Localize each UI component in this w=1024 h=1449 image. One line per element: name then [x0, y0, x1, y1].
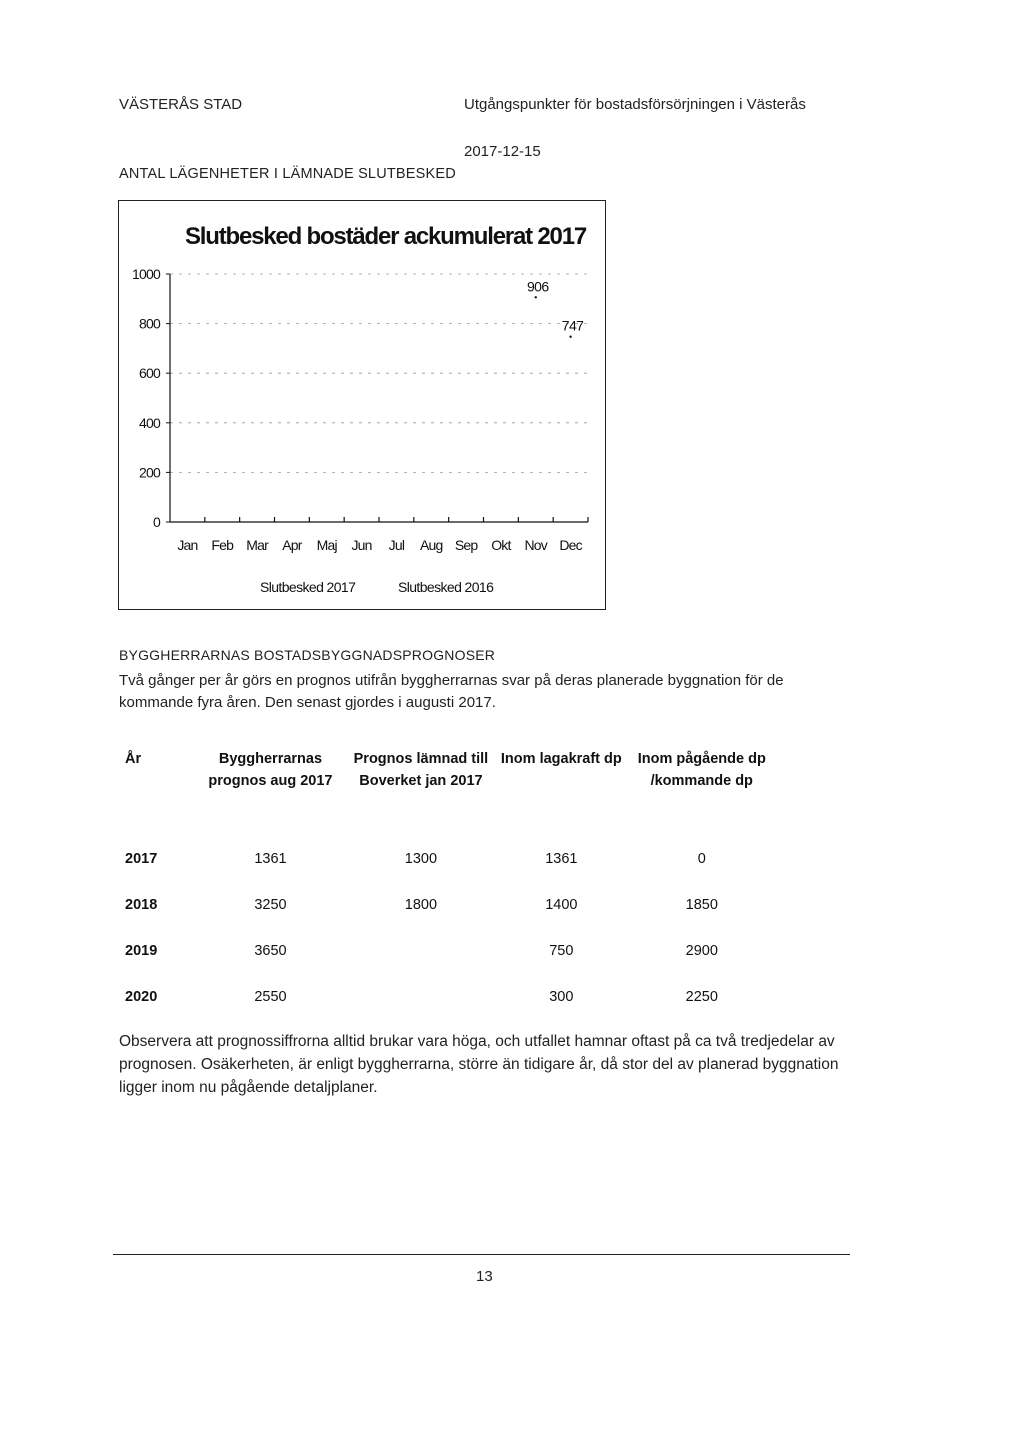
table-row: [117, 882, 777, 928]
cell-year: 2019: [125, 943, 158, 959]
y-axis-ticks: [132, 266, 170, 530]
col-header-builders-forecast: Byggherrarnas prognos aug 2017: [208, 751, 333, 789]
header-document-title: Utgångspunkter för bostadsförsörjningen i Västerås: [464, 96, 806, 113]
section-title-slutbesked: ANTAL LÄGENHETER I LÄMNADE SLUTBESKED: [119, 166, 456, 182]
cell-ongoing: 1850: [685, 897, 718, 913]
x-tick-label: Jul: [388, 537, 405, 553]
cell-year: 2018: [125, 897, 158, 913]
table-row: [117, 974, 777, 1020]
data-label: 747: [561, 317, 584, 334]
y-tick-label: 1000: [132, 266, 160, 282]
x-tick-label: Jan: [177, 537, 198, 553]
page-number: 13: [476, 1268, 493, 1285]
x-tick-label: Sep: [454, 537, 478, 553]
data-point: [569, 336, 571, 338]
y-tick-label: 400: [139, 414, 160, 431]
table-row: [117, 836, 777, 882]
legend-item: Slutbesked 2016: [398, 579, 494, 595]
cell-builders: 3250: [254, 897, 287, 913]
slutbesked-chart: [118, 200, 606, 610]
cell-in-force: 750: [549, 943, 574, 959]
intro-paragraph: Två gånger per år görs en prognos utifrån byggherrarnas svar på deras planerade byggnation för de kommande fyra åren. Den senast gjordes i augusti 2017.: [119, 672, 784, 711]
x-tick-label: Dec: [559, 537, 582, 553]
y-tick-label: 800: [139, 315, 160, 332]
cell-in-force: 300: [549, 989, 574, 1005]
data-point: [535, 296, 537, 298]
cell-boverket: [346, 974, 496, 1020]
cell-builders: 2550: [254, 989, 287, 1005]
note-paragraph: Observera att prognossiffrorna alltid brukar vara höga, och utfallet hamnar oftast på ca två tredjedelar av prognosen. Osäkerheten, är enligt byggherrarna, större än tidigare år, då stor del av planerad byggnation ligger inom nu pågående detaljplaner.: [119, 1033, 839, 1096]
cell-ongoing: 0: [697, 851, 706, 867]
table-row: [117, 928, 777, 974]
cell-boverket: 1300: [404, 851, 438, 867]
x-tick-label: Jun: [351, 537, 372, 553]
col-header-ongoing-dp: Inom pågående dp /kommande dp: [637, 751, 766, 789]
data-label: 906: [526, 278, 549, 295]
chart-title: Slutbesked bostäder ackumulerat 2017: [185, 223, 586, 250]
cell-boverket: 1800: [404, 897, 438, 913]
cell-year: 2020: [125, 989, 158, 1005]
x-tick-label: Aug: [419, 537, 443, 553]
chart-gridlines: [170, 274, 588, 472]
footer-divider: [113, 1254, 850, 1255]
x-tick-label: Mar: [246, 537, 268, 553]
chart-legend: [260, 579, 494, 595]
cell-in-force: 1400: [545, 897, 578, 913]
y-tick-label: 600: [139, 365, 160, 382]
x-tick-label: Apr: [282, 537, 302, 553]
cell-ongoing: 2250: [685, 989, 718, 1005]
x-tick-label: Maj: [316, 537, 337, 553]
x-tick-label: Okt: [491, 537, 511, 553]
col-header-year: År: [125, 751, 142, 767]
col-header-in-force-dp: Inom lagakraft dp: [500, 751, 622, 767]
table-header-row: [117, 748, 777, 836]
cell-in-force: 1361: [545, 851, 578, 867]
x-tick-label: Nov: [524, 537, 547, 553]
x-tick-label: Feb: [211, 537, 234, 553]
document-date: 2017-12-15: [464, 143, 541, 160]
cell-boverket: [346, 928, 496, 974]
legend-item: Slutbesked 2017: [260, 579, 356, 595]
y-tick-label: 0: [153, 514, 160, 530]
col-header-boverket-forecast: Prognos lämnad till Boverket jan 2017: [353, 751, 489, 789]
header-organization: VÄSTERÅS STAD: [119, 96, 243, 113]
y-tick-label: 200: [139, 464, 160, 481]
cell-ongoing: 2900: [685, 943, 718, 959]
forecast-table: [117, 748, 777, 1020]
chart-marks: [527, 278, 584, 338]
cell-builders: 3650: [254, 943, 287, 959]
cell-builders: 1361: [254, 851, 287, 867]
cell-year: 2017: [125, 851, 158, 867]
section-title-prognoser: BYGGHERRARNAS BOSTADSBYGGNADSPROGNOSER: [119, 647, 496, 663]
